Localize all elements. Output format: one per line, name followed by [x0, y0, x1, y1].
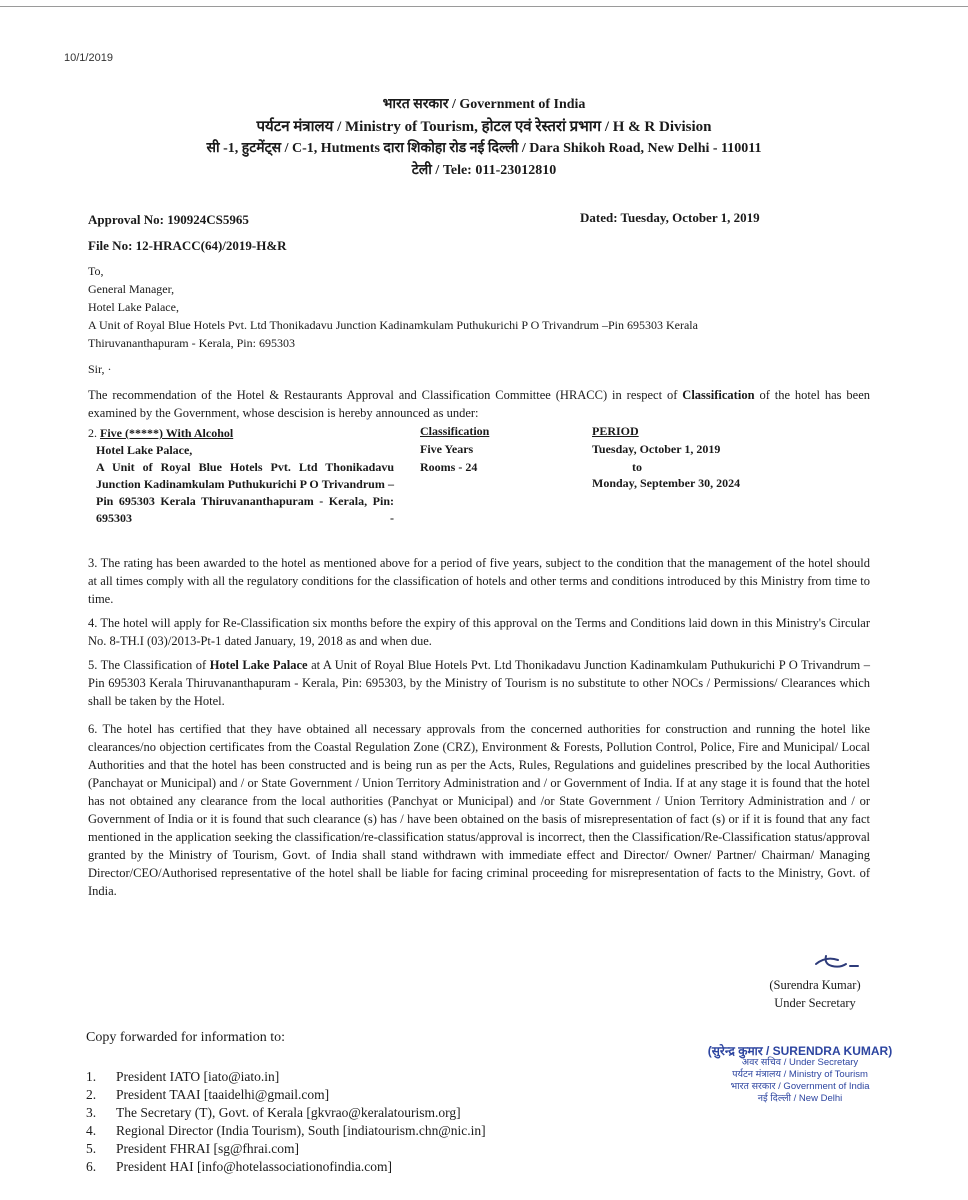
period-from: Tuesday, October 1, 2019 — [592, 442, 721, 456]
header-government: भारत सरकार / Government of India — [382, 97, 586, 112]
hotel-details — [96, 442, 394, 527]
stamp-designation: अवर सचिव / Under Secretary — [741, 1057, 859, 1068]
stamp-name: (सुरेन्द्र कुमार / SURENDRA KUMAR) — [707, 1044, 893, 1058]
header-address: सी -1, हुटमेंट्स / C-1, Hutments दारा शिकोहा रोड नई दिल्ली / Dara Shikoh Road, New Delhi - 110011 — [206, 141, 762, 156]
print-date: 10/1/2019 — [64, 52, 113, 64]
list-item: 1. President IATO [iato@iato.in] — [86, 1069, 280, 1084]
paragraph-4: 4. The hotel will apply for Re-Classification six months before the expiry of this approval on the Terms and Conditions laid down in this Ministry's Circular No. 8-TH.I (03)/2013-Pt-1 dated January, 19, 2018 as and when due. — [88, 616, 870, 648]
salutation: Sir, · — [88, 362, 112, 376]
top-border-line — [0, 6, 968, 7]
item-heading: Five (*****) With Alcohol — [100, 426, 234, 440]
dated: Dated: Tuesday, October 1, 2019 — [580, 210, 760, 225]
list-item: 4. Regional Director (India Tourism), South [indiatourism.chn@nic.in] — [86, 1123, 486, 1138]
header-telephone: टेली / Tele: 011-23012810 — [411, 163, 557, 178]
hotel-name: Hotel Lake Palace, — [96, 443, 193, 457]
intro-paragraph — [88, 386, 870, 422]
address-line-3: A Unit of Royal Blue Hotels Pvt. Ltd Thonikadavu Junction Kadinamkulam Puthukurichi P O Trivandrum –Pin 695303 Kerala — [88, 318, 698, 332]
period-until: Monday, September 30, 2024 — [592, 476, 741, 490]
list-item: 2. President TAAI [taaidelhi@gmail.com] — [86, 1087, 330, 1102]
para5-hotel-name: Hotel Lake Palace — [209, 658, 308, 672]
period-to: to — [632, 460, 642, 474]
address-to: To, — [88, 264, 104, 278]
list-item: 6. President HAI [info@hotelassociationofindia.com] — [86, 1159, 392, 1174]
classification-value: Five Years — [420, 442, 474, 456]
stamp-ministry: पर्यटन मंत्रालय / Ministry of Tourism — [732, 1069, 868, 1080]
stamp-city: नई दिल्ली / New Delhi — [757, 1093, 843, 1104]
intro-text-after: of the hotel has been examined by the Government, whose descision is hereby announced as under: — [88, 388, 870, 420]
header-ministry: पर्यटन मंत्रालय / Ministry of Tourism, होटल एवं रेस्तरां प्रभाग / H & R Division — [256, 119, 712, 135]
address-line-4: Thiruvananthapuram - Kerala, Pin: 695303 — [88, 336, 295, 350]
list-item: 3. The Secretary (T), Govt. of Kerala [gkvrao@keralatourism.org] — [86, 1105, 461, 1120]
rooms-count: Rooms - 24 — [420, 460, 478, 474]
list-item: 5. President FHRAI [sg@fhrai.com] — [86, 1141, 300, 1156]
address-line-2: Hotel Lake Palace, — [88, 300, 179, 314]
copy-recipient-list — [86, 1068, 486, 1176]
para5-text-before: 5. The Classification of — [88, 658, 210, 672]
classification-item — [88, 426, 233, 441]
paragraph-5 — [88, 656, 870, 710]
approval-number: Approval No: 190924CS5965 — [88, 212, 249, 227]
dash-mark: - — [390, 511, 394, 525]
intro-text-before: The recommendation of the Hotel & Restaurants Approval and Classification Committee (HRACC) in respect of — [88, 388, 683, 402]
official-stamp — [690, 1045, 910, 1105]
copy-forwarded-heading: Copy forwarded for information to: — [86, 1030, 286, 1045]
address-line-1: General Manager, — [88, 282, 175, 296]
file-number: File No: 12-HRACC(64)/2019-H&R — [88, 238, 287, 253]
signatory-name: (Surendra Kumar) — [769, 978, 861, 992]
stamp-government: भारत सरकार / Government of India — [730, 1081, 870, 1092]
item-number: 2. — [88, 426, 100, 440]
signature — [812, 950, 862, 980]
para5-text-after: at A Unit of Royal Blue Hotels Pvt. Ltd Thonikadavu Junction Kadinamkulam Puthukurichi P O Trivandrum –Pin 695303 Kerala Thiruvananthapuram - Kerala, Pin: 695303, by the Ministry of Tourism is no substitute to other NOCs / Permissions/ Clearances which shall be taken by the Hotel. — [88, 658, 871, 708]
paragraph-6: 6. The hotel has certified that they have obtained all necessary approvals from the concerned authorities for construction and running the hotel like clearances/no objection certificates from the Coastal Regulation Zone (CRZ), Environment & Forests, Pollution Control, Police, Fire and Municipal/ Local Authorities and that the hotel has been constructed and is being run as per the Acts, Rules, Regulations and guidelines prescribed by the local Authorities (Panchayat or Municipal) and / or State Government / Union Territory Administration and / or Government of India. If at any stage it is found that the hotel has not obtained any clearance from the local authorities (Panchyat or Municipal) and /or State Government / Union Territory Administration and / or Government of India or it is found that such clearance (s) has / have been obtained on the basis of misrepresentation of fact (s) or if it is found that any fact mentioned in the application seeking the classification/re-classification status/approval is incorrect, then the Classification/Re-Classification status/approval granted by the Ministry of Tourism, Govt. of India shall stand withdrawn with immediate effect and Director/ Owner/ Partner/ Chairman/ Managing Director/CEO/Authorised representative of the hotel shall be liable for facing criminal proceeding for misrepresentation of facts to the Ministry, Govt. of India. — [88, 722, 870, 898]
period-header: PERIOD — [592, 424, 639, 438]
classification-header: Classification — [420, 424, 490, 438]
paragraph-3: 3. The rating has been awarded to the hotel as mentioned above for a period of five years, subject to the condition that the management of the hotel should at all times comply with all the regulatory conditions for the classification of hotels and other terms and conditions introduced by this Ministry from time to time. — [88, 556, 870, 606]
hotel-address: A Unit of Royal Blue Hotels Pvt. Ltd Thonikadavu Junction Kadinamkulam Puthukurichi P O Trivandrum –Pin 695303 Kerala Thiruvananthapuram - Kerala, Pin: 695303 — [96, 460, 394, 525]
intro-text-bold: Classification — [682, 388, 755, 402]
signatory-title: Under Secretary — [774, 996, 856, 1010]
